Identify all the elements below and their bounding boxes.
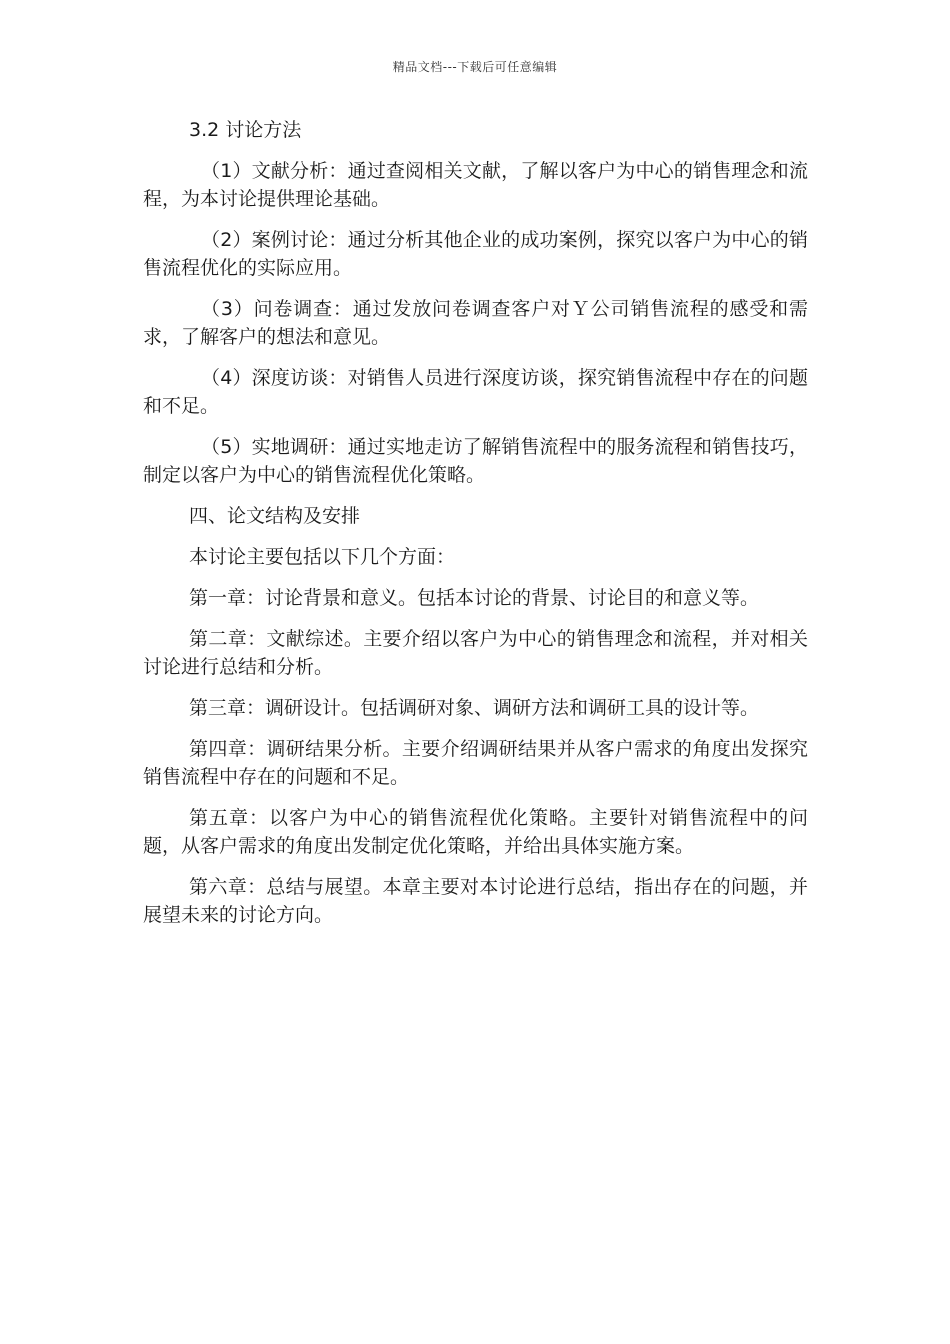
- chapter-4: 第四章：调研结果分析。主要介绍调研结果并从客户需求的角度出发探究销售流程中存在的问题和不足。: [143, 738, 808, 788]
- method-questionnaire: （3）问卷调查：通过发放问卷调查客户对Ｙ公司销售流程的感受和需求，了解客户的想法和意见。: [143, 298, 808, 348]
- chapter-2: 第二章：文献综述。主要介绍以客户为中心的销售理念和流程，并对相关讨论进行总结和分析。: [143, 628, 808, 678]
- method-in-depth-interview: （4）深度访谈：对销售人员进行深度访谈，探究销售流程中存在的问题和不足。: [143, 367, 808, 417]
- chapter-5: 第五章：以客户为中心的销售流程优化策略。主要针对销售流程中的问题，从客户需求的角度出发制定优化策略，并给出具体实施方案。: [143, 807, 808, 857]
- document-body: [143, 116, 808, 942]
- page-header: 精品文档---下载后可任意编辑: [392, 60, 558, 74]
- chapter-3: 第三章：调研设计。包括调研对象、调研方法和调研工具的设计等。: [189, 697, 760, 719]
- chapter-6: 第六章：总结与展望。本章主要对本讨论进行总结，指出存在的问题，并展望未来的讨论方向。: [143, 876, 808, 926]
- method-literature-analysis: （1）文献分析：通过查阅相关文献，了解以客户为中心的销售理念和流程，为本讨论提供理论基础。: [143, 160, 808, 210]
- method-case-study: （2）案例讨论：通过分析其他企业的成功案例，探究以客户为中心的销售流程优化的实际应用。: [143, 229, 808, 279]
- section-heading-discussion-methods: 3.2 讨论方法: [189, 119, 302, 141]
- section-heading-thesis-structure: 四、论文结构及安排: [189, 505, 361, 527]
- method-field-research: （5）实地调研：通过实地走访了解销售流程中的服务流程和销售技巧，制定以客户为中心的销售流程优化策略。: [143, 436, 808, 486]
- chapter-1: 第一章：讨论背景和意义。包括本讨论的背景、讨论目的和意义等。: [189, 587, 760, 609]
- structure-intro: 本讨论主要包括以下几个方面：: [189, 546, 456, 568]
